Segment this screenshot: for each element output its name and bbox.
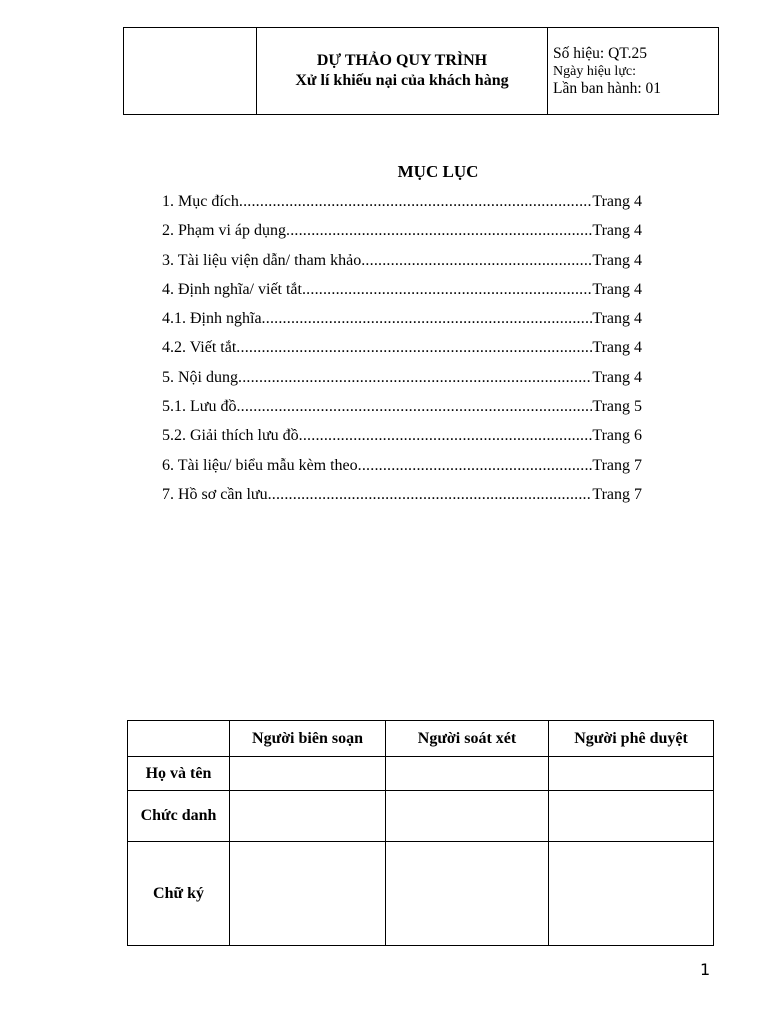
approval-corner-cell — [128, 721, 230, 757]
toc-item-label: 1. Mục đích — [162, 193, 239, 210]
toc-item-label: 5.1. Lưu đồ — [162, 398, 237, 416]
toc-leader — [238, 366, 592, 390]
toc-item-label: 6. Tài liệu/ biểu mẫu kèm theo — [162, 456, 358, 474]
author-signature-cell[interactable] — [230, 842, 386, 946]
issue-number: Lần ban hành: 01 — [553, 79, 662, 97]
toc-item-label: 3. Tài liệu viện dẫn/ tham khảo — [162, 251, 362, 269]
toc-item-label: 4. Định nghĩa/ viết tắt — [162, 280, 302, 298]
toc-item-label: 5.2. Giải thích lưu đồ — [162, 427, 299, 445]
toc-item[interactable] — [162, 278, 642, 307]
approval-row-signature — [128, 842, 714, 946]
row-header-name: Họ và tên — [128, 757, 230, 791]
toc-item-label: 7. Hồ sơ cần lưu — [162, 485, 268, 503]
toc-item-page: Trang 4 — [592, 251, 642, 269]
doc-code: Số hiệu: QT.25 — [553, 44, 647, 62]
approval-table — [127, 720, 714, 946]
document-subtitle: Xử lí khiếu nại của khách hàng — [295, 72, 509, 89]
toc-leader — [268, 483, 593, 507]
toc-leader — [358, 454, 593, 478]
toc-item[interactable] — [162, 395, 642, 424]
approval-header-row — [128, 721, 714, 757]
reviewer-title-cell[interactable] — [386, 791, 549, 842]
toc-item-page: Trang 4 — [592, 222, 642, 240]
toc-item-page: Trang 4 — [592, 193, 642, 210]
toc-title: MỤC LỤC — [397, 162, 479, 181]
toc-item[interactable] — [162, 336, 642, 365]
toc-item-page: Trang 7 — [592, 456, 642, 474]
logo-cell — [124, 28, 257, 115]
toc-leader — [361, 249, 592, 273]
toc-item-label: 2. Phạm vi áp dụng — [162, 222, 286, 240]
author-title-cell[interactable] — [230, 791, 386, 842]
toc-item-page: Trang 4 — [592, 368, 642, 386]
col-header-author: Người biên soạn — [230, 721, 386, 757]
toc-item-page: Trang 5 — [592, 398, 642, 416]
toc-item-page: Trang 4 — [592, 339, 642, 357]
author-name-cell[interactable] — [230, 757, 386, 791]
toc-item-page: Trang 6 — [592, 427, 642, 445]
approval-row-title — [128, 791, 714, 842]
toc-item[interactable] — [162, 219, 642, 248]
toc-item-page: Trang 4 — [592, 280, 642, 298]
col-header-reviewer: Người soát xét — [386, 721, 549, 757]
toc-item[interactable] — [162, 424, 642, 453]
toc-leader — [286, 219, 592, 243]
toc-leader — [236, 336, 592, 360]
approval-row-name — [128, 757, 714, 791]
page-number: 1 — [700, 960, 711, 979]
toc-item[interactable] — [162, 454, 642, 483]
approver-title-cell[interactable] — [549, 791, 714, 842]
toc-leader — [262, 307, 593, 331]
toc-item[interactable] — [162, 366, 642, 395]
document-title: DỰ THẢO QUY TRÌNH — [316, 52, 488, 69]
document-header — [123, 27, 719, 115]
header-meta-cell — [548, 28, 719, 115]
toc-item-label: 5. Nội dung — [162, 368, 238, 386]
toc-leader — [236, 395, 592, 419]
row-header-signature: Chữ ký — [128, 842, 230, 946]
effective-date: Ngày hiệu lực: — [553, 63, 637, 79]
toc-item-label: 4.2. Viết tắt — [162, 339, 237, 357]
approver-signature-cell[interactable] — [549, 842, 714, 946]
toc-leader — [302, 278, 592, 302]
toc-item[interactable] — [162, 483, 642, 512]
approver-name-cell[interactable] — [549, 757, 714, 791]
toc-leader — [239, 190, 592, 214]
row-header-title: Chức danh — [128, 791, 230, 842]
toc-item-page: Trang 7 — [592, 485, 642, 503]
toc-item[interactable] — [162, 307, 642, 336]
toc-item[interactable] — [162, 190, 642, 219]
toc-leader — [299, 424, 593, 448]
reviewer-signature-cell[interactable] — [386, 842, 549, 946]
toc-item-label: 4.1. Định nghĩa — [162, 310, 262, 328]
toc-item-page: Trang 4 — [592, 310, 642, 328]
table-of-contents — [162, 190, 642, 512]
col-header-approver: Người phê duyệt — [549, 721, 714, 757]
toc-item[interactable] — [162, 249, 642, 278]
reviewer-name-cell[interactable] — [386, 757, 549, 791]
header-title-cell — [257, 28, 548, 115]
